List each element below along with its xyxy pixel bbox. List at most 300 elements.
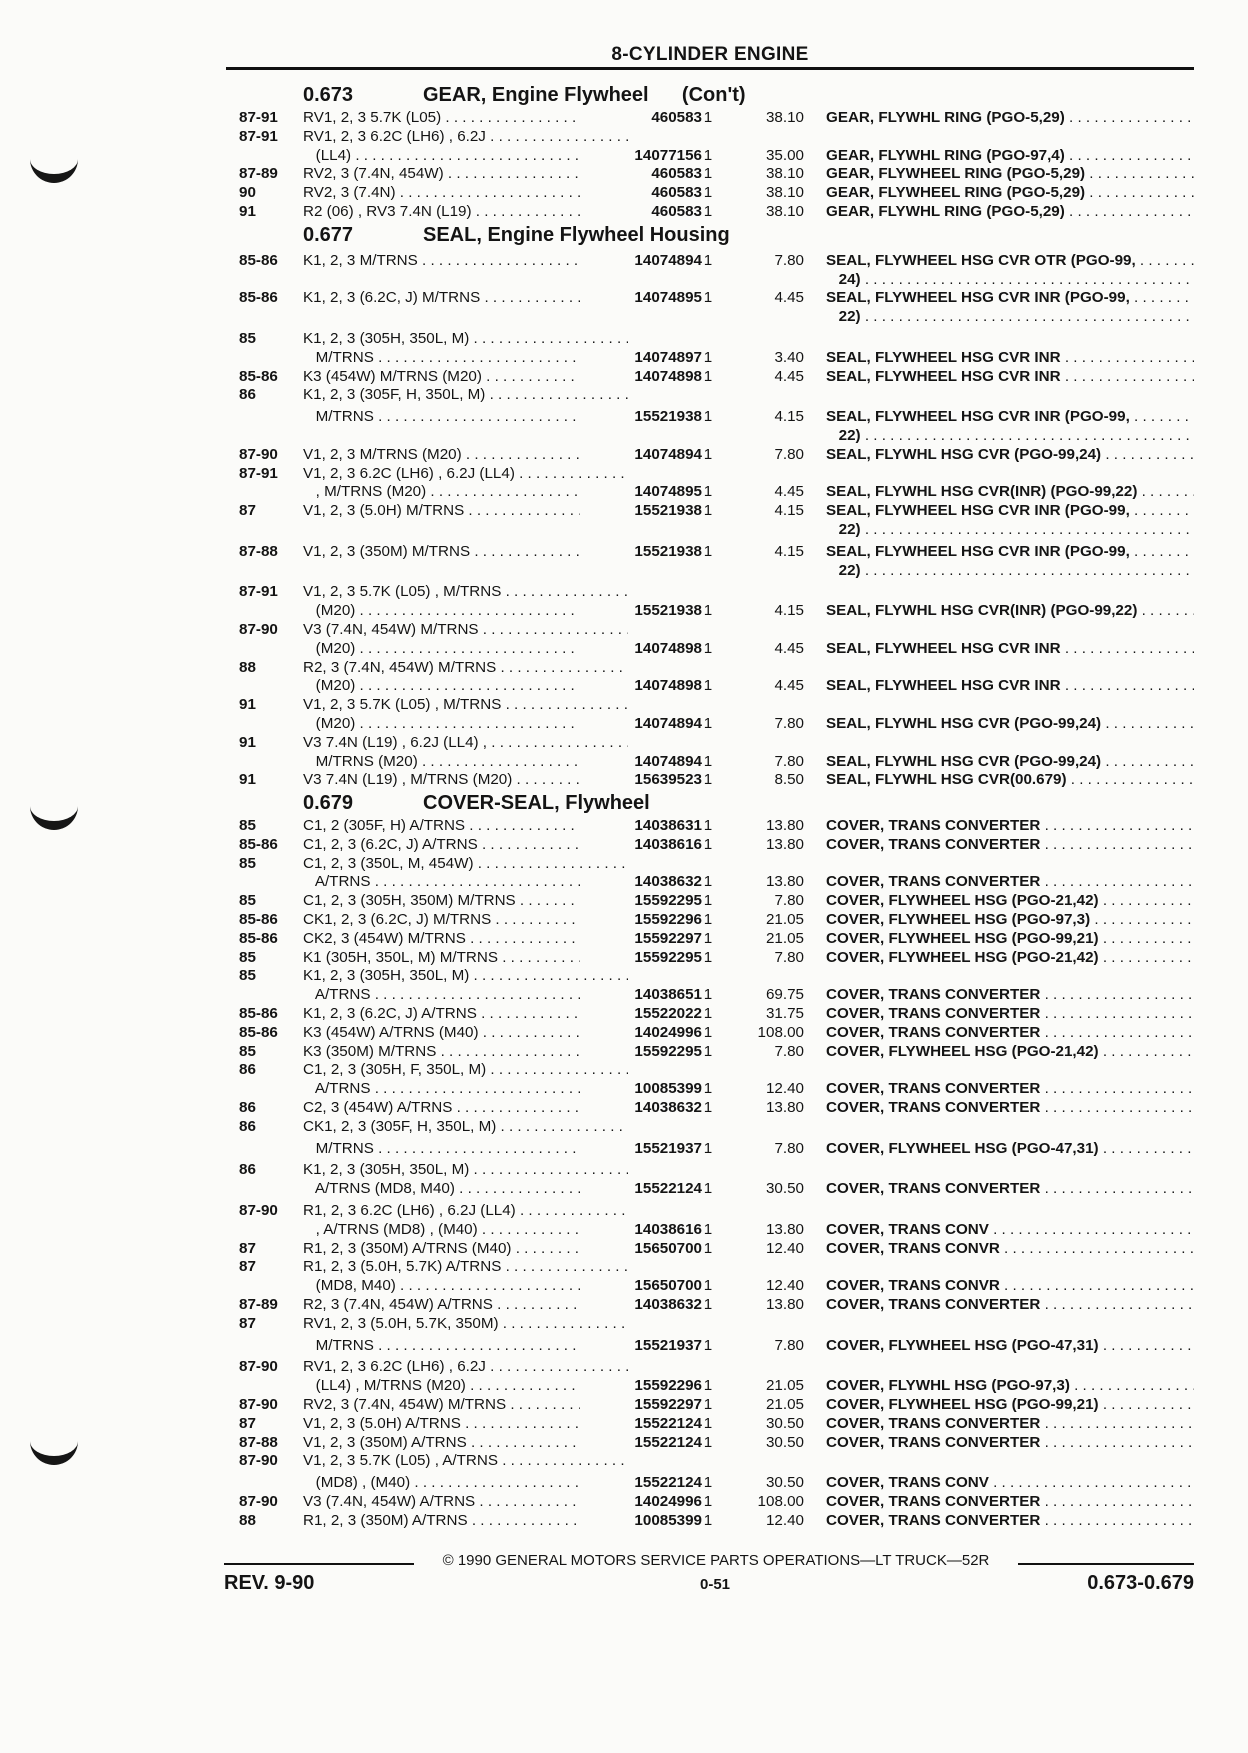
application-description: V1, 2, 3 6.2C (LH6) , 6.2J (LL4) . . . (303, 465, 628, 484)
part-row (226, 203, 1196, 222)
application-description: V1, 2, 3 (350M) A/TRNS . . . (303, 1434, 628, 1453)
price: 4.45 (774, 677, 804, 695)
part-name: COVER, FLYWHEEL HSG (PGO-97,3) . . . (826, 911, 1194, 930)
part-number: 15592297 (580, 1396, 702, 1415)
part-number: 14074898 (580, 368, 702, 387)
part-row (226, 1005, 1196, 1024)
part-row (226, 1099, 1196, 1118)
part-row (226, 659, 1196, 678)
price: 38.10 (765, 184, 804, 202)
application-description: R2, 3 (7.4N, 454W) A/TRNS . . . (303, 1296, 628, 1315)
price: 4.45 (774, 639, 804, 657)
footer-copyright: © 1990 GENERAL MOTORS SERVICE PARTS OPERATIONS—LT TRUCK—52R (442, 1552, 990, 1569)
part-name: COVER, TRANS CONVERTER . . . (826, 1099, 1194, 1118)
part-number: 15592295 (580, 1043, 702, 1062)
model-years: 85-86 (239, 367, 278, 385)
price: 108.00 (757, 1492, 804, 1510)
application-description: RV1, 2, 3 6.2C (LH6) , 6.2J . . . (303, 128, 628, 147)
part-name: 22) . . . (826, 308, 1194, 327)
quantity: 1 (703, 677, 713, 695)
part-name: COVER, FLYWHEEL HSG (PGO-21,42) . . . (826, 1043, 1194, 1062)
part-number: 15650700 (580, 1240, 702, 1259)
part-row (226, 1452, 1196, 1471)
part-number: 14074895 (580, 289, 702, 308)
model-years: 85-86 (239, 1023, 278, 1041)
quantity: 1 (703, 367, 713, 385)
application-description: CK2, 3 (454W) M/TRNS . . . (303, 930, 628, 949)
application-description: K1, 2, 3 (6.2C, J) A/TRNS . . . (303, 1005, 628, 1024)
application-description: C1, 2, 3 (6.2C, J) A/TRNS . . . (303, 836, 628, 855)
part-row (226, 753, 1196, 772)
part-name: COVER, FLYWHEEL HSG (PGO-47,31) . . . (826, 1337, 1194, 1356)
model-years: 85 (239, 1042, 256, 1060)
application-description: RV2, 3 (7.4N) . . . (303, 184, 628, 203)
model-years: 85 (239, 948, 256, 966)
part-number: 10085399 (580, 1080, 702, 1099)
part-row (226, 128, 1196, 147)
application-description: A/TRNS . . . (303, 986, 628, 1005)
model-years: 85 (239, 329, 256, 347)
part-number: 14038616 (580, 836, 702, 855)
application-description: (LL4) , M/TRNS (M20) . . . (303, 1377, 628, 1396)
quantity: 1 (703, 109, 713, 126)
part-number: 15521938 (580, 602, 702, 621)
part-row (226, 930, 1196, 949)
part-number: 14074894 (580, 753, 702, 772)
application-description: V1, 2, 3 (5.0H) A/TRNS . . . (303, 1415, 628, 1434)
part-name: COVER, TRANS CONVERTER . . . (826, 1080, 1194, 1099)
price: 30.50 (765, 1474, 804, 1492)
application-description: R1, 2, 3 (350M) A/TRNS . . . (303, 1512, 628, 1531)
part-name: COVER, TRANS CONVERTER . . . (826, 1296, 1194, 1315)
quantity: 1 (703, 1023, 713, 1041)
part-number: 15521938 (580, 502, 702, 521)
model-years: 86 (239, 1099, 256, 1117)
application-description: RV1, 2, 3 5.7K (L05) . . . (303, 109, 628, 128)
quantity: 1 (703, 1220, 713, 1238)
part-name: COVER, FLYWHEEL HSG (PGO-21,42) . . . (826, 892, 1194, 911)
part-row (226, 1315, 1196, 1334)
part-name: COVER, FLYWHEEL HSG (PGO-99,21) . . . (826, 930, 1194, 949)
part-number: 15592295 (580, 892, 702, 911)
part-row (226, 147, 1196, 166)
part-name: COVER, TRANS CONVERTER . . . (826, 836, 1194, 855)
application-description: R2, 3 (7.4N, 454W) M/TRNS . . . (303, 659, 628, 678)
section-name: GEAR, Engine Flywheel (Con't) (423, 84, 746, 106)
part-number: 15521938 (580, 408, 702, 427)
price: 21.05 (765, 1396, 804, 1413)
application-description: (M20) . . . (303, 715, 628, 734)
part-name: COVER, TRANS CONVERTER . . . (826, 1434, 1194, 1453)
model-years: 86 (239, 1161, 256, 1179)
price: 3.40 (774, 348, 804, 366)
part-row (226, 892, 1196, 911)
part-number: 15592296 (580, 1377, 702, 1396)
application-description: M/TRNS (M20) . . . (303, 753, 628, 772)
part-number: 14074895 (580, 483, 702, 502)
part-row (226, 873, 1196, 892)
part-number: 14024996 (580, 1493, 702, 1512)
application-description: (M20) . . . (303, 640, 628, 659)
model-years: 87-90 (239, 1396, 278, 1413)
quantity: 1 (703, 289, 713, 307)
model-years: 85-86 (239, 911, 278, 929)
section-number: 0.673 (303, 84, 354, 106)
part-row (226, 1080, 1196, 1099)
part-row (226, 1277, 1196, 1296)
quantity: 1 (703, 1296, 713, 1314)
part-row (226, 621, 1196, 640)
price: 12.40 (765, 1277, 804, 1295)
part-name: COVER, TRANS CONVERTER . . . (826, 873, 1194, 892)
part-row (226, 1377, 1196, 1396)
price: 30.50 (765, 1180, 804, 1198)
parts-list (226, 82, 1196, 1531)
quantity: 1 (703, 502, 713, 520)
quantity: 1 (703, 483, 713, 501)
application-description: V1, 2, 3 (5.0H) M/TRNS . . . (303, 502, 628, 521)
part-name: GEAR, FLYWHEEL RING (PGO-5,29) . . . (826, 184, 1194, 203)
part-row (226, 1221, 1196, 1240)
price: 21.05 (765, 1377, 804, 1395)
application-description: K1, 2, 3 (305H, 350L, M) . . . (303, 330, 628, 349)
price: 4.15 (774, 542, 804, 560)
model-years: 87 (239, 1239, 256, 1257)
price: 35.00 (765, 146, 804, 164)
quantity: 1 (703, 408, 713, 426)
part-row (226, 109, 1196, 128)
price: 38.10 (765, 165, 804, 183)
application-description: RV2, 3 (7.4N, 454W) . . . (303, 165, 628, 184)
footer-rule-right (1018, 1563, 1194, 1565)
quantity: 1 (703, 202, 713, 220)
price: 4.15 (774, 502, 804, 520)
part-number: 460583 (580, 203, 702, 222)
model-years: 87 (239, 1414, 256, 1432)
part-row (226, 562, 1196, 581)
part-number: 15521938 (580, 543, 702, 562)
part-row (226, 1296, 1196, 1315)
application-description: K3 (350M) M/TRNS . . . (303, 1043, 628, 1062)
application-description: C1, 2, 3 (305H, F, 350L, M) . . . (303, 1061, 628, 1080)
quantity: 1 (703, 1099, 713, 1117)
price: 7.80 (774, 445, 804, 463)
part-name: SEAL, FLYWHEEL HSG CVR INR (PGO-99, . . . (826, 543, 1194, 562)
part-name: COVER, TRANS CONV . . . (826, 1474, 1194, 1493)
application-description: K1, 2, 3 (6.2C, J) M/TRNS . . . (303, 289, 628, 308)
application-description: (M20) . . . (303, 677, 628, 696)
part-name: SEAL, FLYWHL HSG CVR(INR) (PGO-99,22) . . . (826, 602, 1194, 621)
application-description: RV1, 2, 3 (5.0H, 5.7K, 350M) . . . (303, 1315, 628, 1334)
part-number: 15522124 (580, 1474, 702, 1493)
application-description: V3 7.4N (L19) , M/TRNS (M20) . . . (303, 771, 628, 790)
part-name: COVER, FLYWHL HSG (PGO-97,3) . . . (826, 1377, 1194, 1396)
section-title (226, 82, 1196, 109)
part-name: GEAR, FLYWHL RING (PGO-97,4) . . . (826, 147, 1194, 166)
price: 4.45 (774, 367, 804, 385)
part-number: 15650700 (580, 1277, 702, 1296)
quantity: 1 (703, 1180, 713, 1198)
model-years: 87-90 (239, 1358, 278, 1376)
part-row (226, 855, 1196, 874)
part-number: 14074898 (580, 677, 702, 696)
part-row (226, 640, 1196, 659)
quantity: 1 (703, 639, 713, 657)
part-row (226, 1061, 1196, 1080)
price: 7.80 (774, 892, 804, 910)
part-name: COVER, TRANS CONVERTER . . . (826, 817, 1194, 836)
application-description: M/TRNS . . . (303, 1140, 628, 1159)
part-name: SEAL, FLYWHL HSG CVR(00.679) . . . (826, 771, 1194, 790)
part-name: 22) . . . (826, 521, 1194, 540)
part-name: SEAL, FLYWHEEL HSG CVR INR . . . (826, 640, 1194, 659)
price: 21.05 (765, 929, 804, 947)
part-row (226, 386, 1196, 405)
part-row (226, 715, 1196, 734)
quantity: 1 (703, 948, 713, 966)
model-years: 87-89 (239, 1296, 278, 1314)
part-name: GEAR, FLYWHL RING (PGO-5,29) . . . (826, 203, 1194, 222)
price: 4.45 (774, 289, 804, 307)
part-row (226, 696, 1196, 715)
part-row (226, 1258, 1196, 1277)
application-description: RV2, 3 (7.4N, 454W) M/TRNS . . . (303, 1396, 628, 1415)
quantity: 1 (703, 1414, 713, 1432)
application-description: M/TRNS . . . (303, 408, 628, 427)
part-name: 22) . . . (826, 562, 1194, 581)
model-years: 87-88 (239, 1433, 278, 1451)
part-number: 14038631 (580, 817, 702, 836)
price: 12.40 (765, 1239, 804, 1257)
part-row (226, 771, 1196, 790)
part-number: 15522124 (580, 1415, 702, 1434)
part-row (226, 1434, 1196, 1453)
part-number: 14074898 (580, 640, 702, 659)
application-description: CK1, 2, 3 (305F, H, 350L, M) . . . (303, 1118, 628, 1137)
model-years: 87-90 (239, 1492, 278, 1510)
application-description: M/TRNS . . . (303, 1337, 628, 1356)
application-description: K1 (305H, 350L, M) M/TRNS . . . (303, 949, 628, 968)
quantity: 1 (703, 771, 713, 789)
part-number: 14074894 (580, 252, 702, 271)
part-row (226, 408, 1196, 427)
part-name: GEAR, FLYWHL RING (PGO-5,29) . . . (826, 109, 1194, 128)
part-row (226, 911, 1196, 930)
model-years: 85-86 (239, 835, 278, 853)
part-row (226, 949, 1196, 968)
model-years: 85 (239, 854, 256, 872)
part-name: COVER, TRANS CONV . . . (826, 1221, 1194, 1240)
price: 69.75 (765, 986, 804, 1004)
part-name: 22) . . . (826, 427, 1194, 446)
model-years: 87-90 (239, 620, 278, 638)
price: 4.45 (774, 483, 804, 501)
part-name: COVER, TRANS CONVERTER . . . (826, 1415, 1194, 1434)
application-description: , M/TRNS (M20) . . . (303, 483, 628, 502)
section-number: 0.677 (303, 223, 354, 246)
application-description: V1, 2, 3 (350M) M/TRNS . . . (303, 543, 628, 562)
part-number: 14077156 (580, 147, 702, 166)
part-number: 14074897 (580, 349, 702, 368)
price: 7.80 (774, 251, 804, 269)
application-description: C1, 2, 3 (350L, M, 454W) . . . (303, 855, 628, 874)
part-number: 10085399 (580, 1512, 702, 1531)
part-row (226, 986, 1196, 1005)
model-years: 85 (239, 817, 256, 835)
model-years: 87-89 (239, 165, 278, 183)
model-years: 87-91 (239, 464, 278, 482)
part-row (226, 483, 1196, 502)
part-row (226, 1180, 1196, 1199)
application-description: V3 (7.4N, 454W) A/TRNS . . . (303, 1493, 628, 1512)
part-row (226, 677, 1196, 696)
application-description: V3 (7.4N, 454W) M/TRNS . . . (303, 621, 628, 640)
part-row (226, 836, 1196, 855)
quantity: 1 (703, 714, 713, 732)
section-title (226, 222, 1196, 249)
quantity: 1 (703, 1511, 713, 1529)
part-name: COVER, TRANS CONVERTER . . . (826, 1005, 1194, 1024)
part-number: 15521937 (580, 1140, 702, 1159)
section-name: SEAL, Engine Flywheel Housing (423, 223, 730, 246)
punch-hole-mark (30, 1430, 78, 1465)
part-row (226, 1337, 1196, 1356)
price: 30.50 (765, 1433, 804, 1451)
model-years: 91 (239, 733, 256, 751)
part-row (226, 1202, 1196, 1221)
model-years: 91 (239, 696, 256, 714)
quantity: 1 (703, 146, 713, 164)
part-name: SEAL, FLYWHEEL HSG CVR INR (PGO-99, . . . (826, 408, 1194, 427)
part-number: 460583 (580, 165, 702, 184)
price: 13.80 (765, 1099, 804, 1117)
punch-hole-mark (30, 148, 78, 183)
application-description: A/TRNS . . . (303, 1080, 628, 1099)
application-description: C1, 2, 3 (305H, 350M) M/TRNS . . . (303, 892, 628, 911)
price: 12.40 (765, 1511, 804, 1529)
application-description: A/TRNS (MD8, M40) . . . (303, 1180, 628, 1199)
quantity: 1 (703, 892, 713, 910)
quantity: 1 (703, 348, 713, 366)
quantity: 1 (703, 1336, 713, 1354)
quantity: 1 (703, 165, 713, 183)
quantity: 1 (703, 1005, 713, 1023)
application-description: R2 (06) , RV3 7.4N (L19) . . . (303, 203, 628, 222)
part-row (226, 368, 1196, 387)
model-years: 87 (239, 1314, 256, 1332)
section-title (226, 790, 1196, 817)
application-description: K3 (454W) A/TRNS (M40) . . . (303, 1024, 628, 1043)
model-years: 88 (239, 1511, 256, 1529)
price: 7.80 (774, 752, 804, 770)
price: 13.80 (765, 1220, 804, 1238)
part-row (226, 271, 1196, 290)
part-number: 15592296 (580, 911, 702, 930)
part-name: COVER, TRANS CONVERTER . . . (826, 986, 1194, 1005)
part-row (226, 1493, 1196, 1512)
quantity: 1 (703, 1277, 713, 1295)
application-description: V1, 2, 3 5.7K (L05) , A/TRNS . . . (303, 1452, 628, 1471)
application-description: C2, 3 (454W) A/TRNS . . . (303, 1099, 628, 1118)
price: 31.75 (765, 1005, 804, 1023)
model-years: 86 (239, 386, 256, 404)
application-description: (M20) . . . (303, 602, 628, 621)
part-row (226, 308, 1196, 327)
part-row (226, 349, 1196, 368)
part-number: 15639523 (580, 771, 702, 790)
part-name: SEAL, FLYWHEEL HSG CVR INR (PGO-99, . . . (826, 502, 1194, 521)
model-years: 85-86 (239, 1005, 278, 1023)
part-row (226, 184, 1196, 203)
quantity: 1 (703, 1433, 713, 1451)
part-row (226, 1358, 1196, 1377)
part-name: GEAR, FLYWHEEL RING (PGO-5,29) . . . (826, 165, 1194, 184)
header-rule (226, 67, 1194, 70)
quantity: 1 (703, 873, 713, 891)
part-row (226, 1024, 1196, 1043)
part-number: 14038632 (580, 1099, 702, 1118)
part-name: COVER, FLYWHEEL HSG (PGO-99,21) . . . (826, 1396, 1194, 1415)
part-row (226, 330, 1196, 349)
model-years: 88 (239, 658, 256, 676)
quantity: 1 (703, 929, 713, 947)
application-description: M/TRNS . . . (303, 349, 628, 368)
part-name: COVER, FLYWHEEL HSG (PGO-21,42) . . . (826, 949, 1194, 968)
quantity: 1 (703, 817, 713, 835)
footer-revision: REV. 9-90 (224, 1572, 315, 1594)
part-row (226, 502, 1196, 521)
part-number: 15592297 (580, 930, 702, 949)
quantity: 1 (703, 445, 713, 463)
model-years: 91 (239, 771, 256, 789)
price: 8.50 (774, 771, 804, 789)
part-row (226, 1474, 1196, 1493)
part-row (226, 465, 1196, 484)
section-name: COVER-SEAL, Flywheel (423, 792, 650, 815)
price: 21.05 (765, 911, 804, 929)
application-description: CK1, 2, 3 (6.2C, J) M/TRNS . . . (303, 911, 628, 930)
part-row (226, 1415, 1196, 1434)
price: 12.40 (765, 1080, 804, 1098)
application-description: K1, 2, 3 (305H, 350L, M) . . . (303, 1161, 628, 1180)
quantity: 1 (703, 542, 713, 560)
footer-page-number: 0-51 (699, 1576, 731, 1593)
model-years: 87-91 (239, 127, 278, 145)
part-row (226, 1161, 1196, 1180)
part-number: 14038632 (580, 1296, 702, 1315)
punch-hole-mark (30, 795, 78, 830)
quantity: 1 (703, 251, 713, 269)
part-name: SEAL, FLYWHL HSG CVR(INR) (PGO-99,22) . . . (826, 483, 1194, 502)
application-description: (MD8) , (M40) . . . (303, 1474, 628, 1493)
price: 13.80 (765, 835, 804, 853)
application-description: , A/TRNS (MD8) , (M40) . . . (303, 1221, 628, 1240)
part-number: 15521937 (580, 1337, 702, 1356)
part-row (226, 543, 1196, 562)
model-years: 86 (239, 1117, 256, 1135)
model-years: 90 (239, 184, 256, 202)
price: 7.80 (774, 1042, 804, 1060)
part-number: 460583 (580, 109, 702, 128)
part-row (226, 521, 1196, 540)
price: 7.80 (774, 1336, 804, 1354)
part-number: 14024996 (580, 1024, 702, 1043)
part-name: COVER, TRANS CONVR . . . (826, 1277, 1194, 1296)
quantity: 1 (703, 752, 713, 770)
part-row (226, 1043, 1196, 1062)
quantity: 1 (703, 1474, 713, 1492)
model-years: 85-86 (239, 251, 278, 269)
